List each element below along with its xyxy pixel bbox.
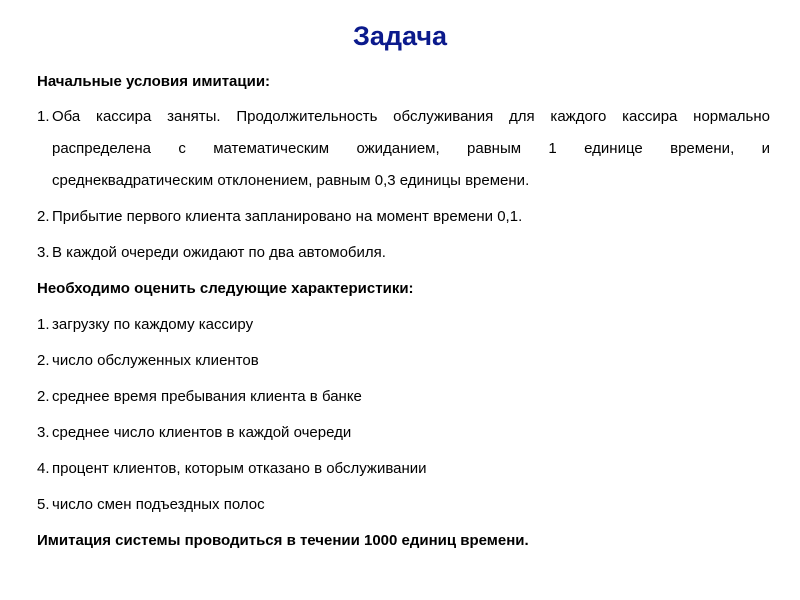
list-item	[37, 345, 770, 377]
list-item-line: среднеквадратическим отклонением, равным 0,3 единицы времени.	[52, 172, 530, 189]
list-item-text: среднее число клиентов в каждой очереди	[52, 424, 352, 441]
list-item-line: Оба кассира заняты. Продолжительность обслуживания для каждого кассира нормально	[52, 108, 770, 125]
list-item	[37, 381, 770, 413]
characteristics-heading: Необходимо оценить следующие характеристики:	[37, 280, 414, 297]
footer-text: Имитация системы проводиться в течении 1000 единиц времени.	[37, 532, 529, 549]
list-item-number: 1.	[37, 316, 50, 333]
slide-content	[37, 72, 770, 561]
list-item-number: 2.	[37, 352, 50, 369]
list-item	[37, 201, 770, 233]
list-item-number: 4.	[37, 460, 50, 477]
list-item-line: распределена с математическим ожиданием, равным 1 единице времени, и	[52, 140, 770, 157]
list-item	[37, 453, 770, 485]
footer-row	[37, 525, 770, 557]
list-item-text: процент клиентов, которым отказано в обслуживании	[52, 460, 427, 477]
list-item	[37, 237, 770, 269]
list-item-text: среднее время пребывания клиента в банке	[52, 388, 362, 405]
list-item-number: 5.	[37, 496, 50, 513]
slide-title: Задача	[352, 21, 448, 51]
characteristics-heading-row	[37, 273, 770, 305]
list-item-number: 1.	[37, 108, 50, 125]
list-item-number: 2.	[37, 208, 50, 225]
list-item-text: число смен подъездных полос	[52, 496, 265, 513]
list-item-number: 3.	[37, 424, 50, 441]
list-item	[37, 101, 770, 197]
list-item-text: В каждой очереди ожидают по два автомобиля.	[52, 244, 386, 261]
list-item	[37, 309, 770, 341]
list-item-text: Прибытие первого клиента запланировано на момент времени 0,1.	[52, 208, 523, 225]
list-item	[37, 417, 770, 449]
list-item-text: число обслуженных клиентов	[52, 352, 259, 369]
list-item-text	[52, 101, 770, 197]
list-item-number: 2.	[37, 388, 50, 405]
list-item	[37, 489, 770, 521]
list-item-text: загрузку по каждому кассиру	[52, 316, 254, 333]
list-item-number: 3.	[37, 244, 50, 261]
initial-conditions-heading: Начальные условия имитации:	[37, 73, 271, 90]
